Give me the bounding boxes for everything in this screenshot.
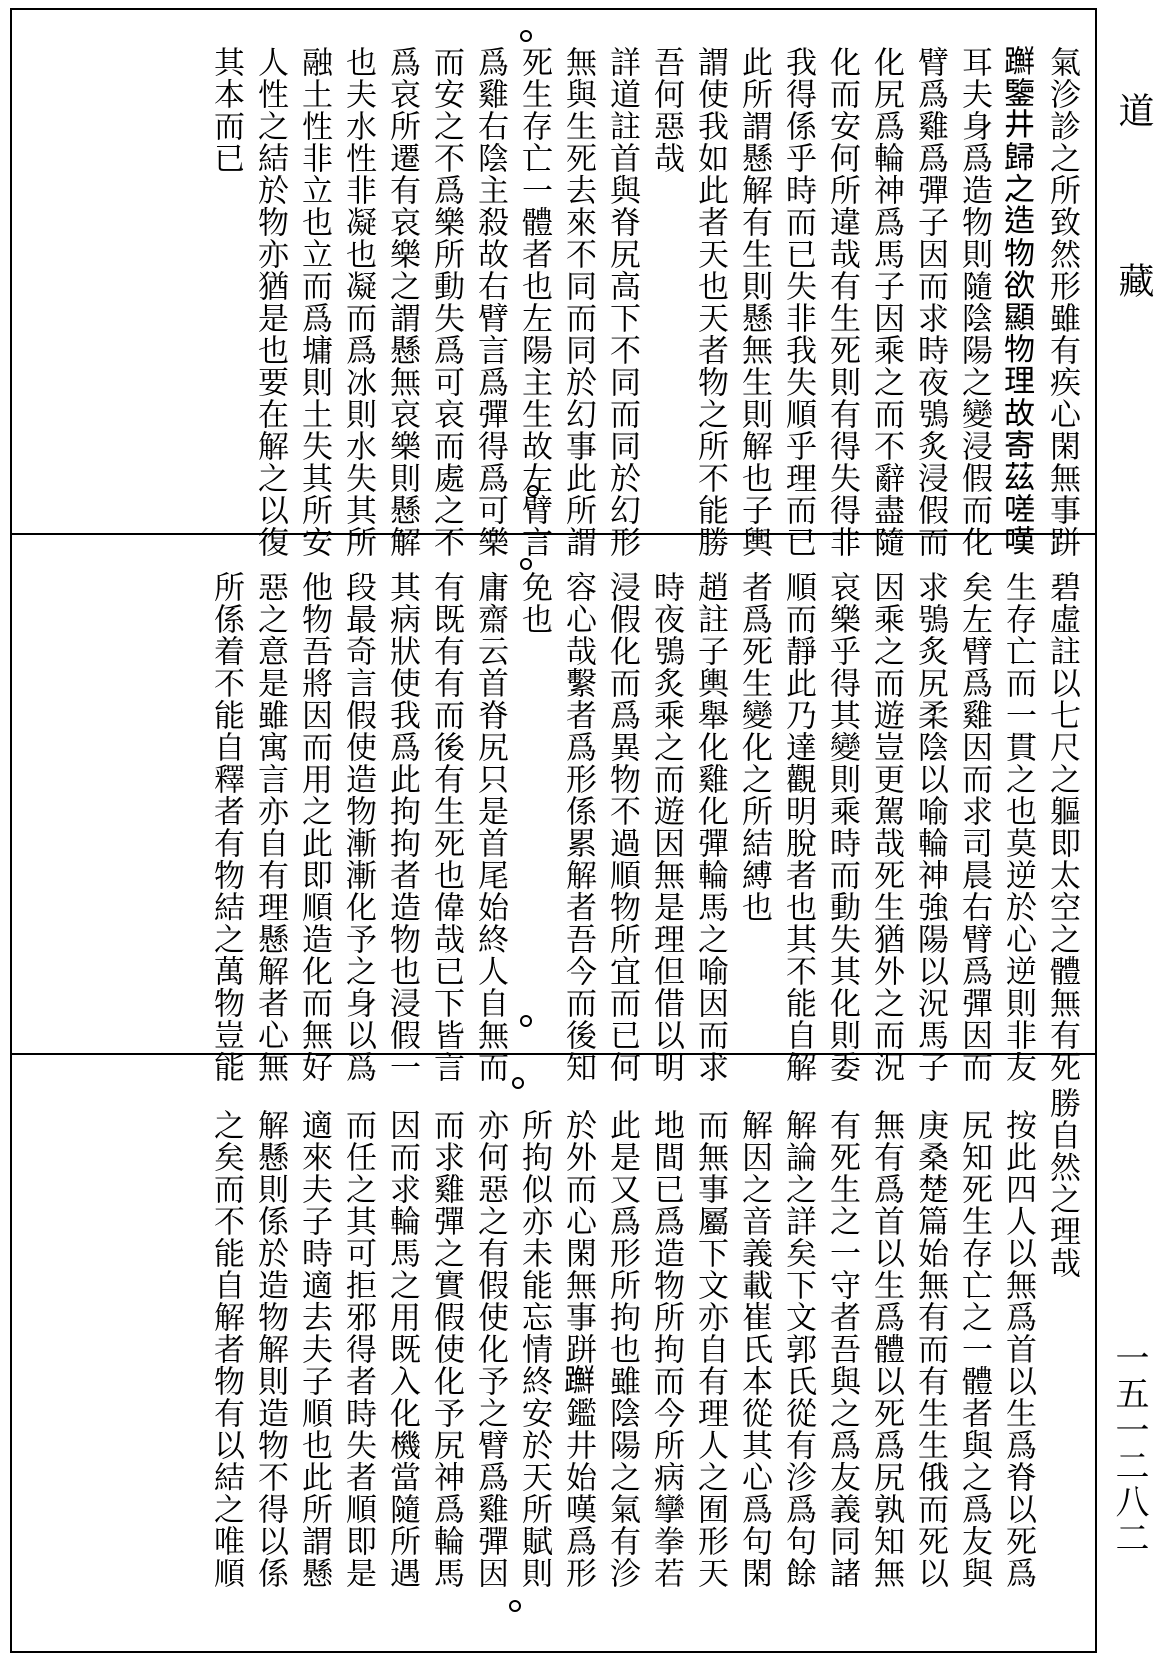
text-column: 謂使我如此者天也天者物之所不能勝 [692, 46, 728, 558]
text-column: 而求雞彈之實假使化予尻神爲輪馬 [428, 1109, 464, 1589]
text-column: 因而求輪馬之用既入化機當隨所遇 [384, 1109, 420, 1589]
text-column: 之矣而不能自解者物有以結之唯順 [208, 1109, 244, 1589]
text-column: 容心哉繫者爲形係累解者吾今而後知 [560, 571, 596, 1083]
circle-mark-icon [509, 1600, 521, 1612]
text-column: 庸齋云首脊尻只是首尾始終人自無而 [472, 571, 508, 1083]
text-column: 生存亡而一貫之也莫逆於心逆則非友 [1000, 571, 1036, 1083]
columns-middle [209, 571, 1079, 1083]
text-column: 解懸則係於造物解則造物不得以係 [252, 1109, 288, 1589]
text-column: 而無事屬下文亦自有理人之囿形天 [692, 1109, 728, 1589]
text-column: 融土性非立也立而爲墉則土失其所安 [296, 46, 332, 558]
columns-top [209, 46, 1079, 558]
text-block-top [12, 10, 1095, 558]
text-column: 因乘之而遊豈更駕哉死生猶外之而況 [868, 571, 904, 1083]
circle-mark-icon [512, 1077, 524, 1089]
text-column: 耳夫身爲造物則隨陰陽之變浸假而化 [956, 46, 992, 558]
circle-mark-icon [520, 30, 532, 42]
text-column: 者爲死生變化之所結縛也 [736, 571, 772, 923]
text-column: 勝自然之理哉 [1044, 1087, 1080, 1279]
text-column: 段最奇言假使造物漸漸化予之身以爲 [340, 571, 376, 1083]
text-column: 所係着不能自釋者有物結之萬物豈能 [208, 571, 244, 1083]
page-frame [10, 8, 1097, 1653]
text-column: 他物吾將因而用之此即順造化而無好 [296, 571, 332, 1083]
text-column: 而任之其可拒邪得者時失者順即是 [340, 1109, 376, 1589]
text-column: 有既有有而後有生死也偉哉已下皆言 [428, 571, 464, 1083]
text-column: 也夫水性非凝也凝而爲冰則水失其所 [340, 46, 376, 558]
text-column: 有死生之一守者吾與之爲友義同諸 [824, 1109, 860, 1589]
text-column: 免也 [516, 571, 552, 635]
text-column: 臂爲雞爲彈子因而求時夜鴞炙浸假而 [912, 46, 948, 558]
text-column: 我得係乎時而已失非我失順乎理而已 [780, 46, 816, 558]
text-column: 按此四人以無爲首以生爲脊以死爲 [1000, 1109, 1036, 1589]
text-column: 而安之不爲樂所動失爲可哀而處之不 [428, 46, 464, 558]
text-column: 爲雞右陰主殺故右臂言爲彈得爲可樂 [472, 46, 508, 558]
text-column: 化而安何所違哉有生死則有得失得非 [824, 46, 860, 558]
text-column: 人性之結於物亦猶是也要在解之以復 [252, 46, 288, 558]
text-column: 於外而心閑無事跰𨇤鑑井始嘆爲形 [560, 1109, 596, 1589]
text-column: 無有爲首以生爲體以死爲尻孰知無 [868, 1109, 904, 1589]
text-column: 其病狀使我爲此拘拘者造物也浸假一 [384, 571, 420, 1083]
text-column: 化尻爲輪神爲馬子因乘之而不辭盡隨 [868, 46, 904, 558]
text-column: 無與生死去來不同而同於幻事此所謂 [560, 46, 596, 558]
page-number: 一五一二八二 [1109, 1340, 1149, 1556]
columns-bottom [208, 1087, 1080, 1589]
text-column: 詳道註首與脊尻高下不同而同於幻形 [604, 46, 640, 558]
text-column: 其本而已 [208, 46, 244, 174]
text-column: 爲哀所遷有哀樂之謂懸無哀樂則懸解 [384, 46, 420, 558]
margin-title-dao: 道 [1113, 92, 1154, 128]
margin-title-zang: 藏 [1113, 262, 1154, 298]
text-column: 地間已爲造物所拘而今所病攣拳若 [648, 1109, 684, 1589]
circle-mark-icon [520, 558, 532, 570]
text-column: 趙註子輿舉化雞化彈輪馬之喻因而求 [692, 571, 728, 1083]
text-column: 吾何惡哉 [648, 46, 684, 174]
text-column: 氣沴診之所致然形雖有疾心閑無事跰 [1044, 46, 1080, 558]
text-column: 庚桑楚篇始無有而有生生俄而死以 [912, 1109, 948, 1589]
text-column: 浸假化而爲異物不過順物所宜而已何 [604, 571, 640, 1083]
text-column: 求鴞炙尻柔陰以喻輪神強陽以況馬子 [912, 571, 948, 1083]
text-column: 哀樂乎得其變則乘時而動失其化則委 [824, 571, 860, 1083]
text-column: 時夜鴞炙乘之而遊因無是理但借以明 [648, 571, 684, 1083]
text-column: 碧虛註以七尺之軀即太空之體無有死 [1044, 571, 1080, 1083]
text-column: 此所謂懸解有生則懸無生則解也子輿 [736, 46, 772, 558]
text-column: 順而靜此乃達觀明脫者也其不能自解 [780, 571, 816, 1083]
text-column: 𨇤鑒井歸之造物欲顯物理故寄茲嗟嘆 [1000, 46, 1036, 558]
text-column: 尻知死生存亡之一體者與之爲友與 [956, 1109, 992, 1589]
text-column: 惡之意是雖寓言亦自有理懸解者心無 [252, 571, 288, 1083]
text-column: 解論之詳矣下文郭氏從有沴爲句餘 [780, 1109, 816, 1589]
text-column: 死生存亡一體者也左陽主生故左臂言 [516, 46, 552, 558]
text-block-bottom [12, 1055, 1095, 1651]
text-column: 適來夫子時適去夫子順也此所謂懸 [296, 1109, 332, 1589]
text-column: 所拘似亦未能忘情終安於天所賦則 [516, 1109, 552, 1589]
text-column: 矣左臂爲雞因而求司晨右臂爲彈因而 [956, 571, 992, 1083]
text-block-middle [12, 535, 1095, 1083]
text-column: 亦何惡之有假使化予之臂爲雞彈因 [472, 1109, 508, 1589]
text-column: 此是又爲形所拘也雖陰陽之氣有沴 [604, 1109, 640, 1589]
text-column: 解因之音義載崔氏本從其心爲句閑 [736, 1109, 772, 1589]
